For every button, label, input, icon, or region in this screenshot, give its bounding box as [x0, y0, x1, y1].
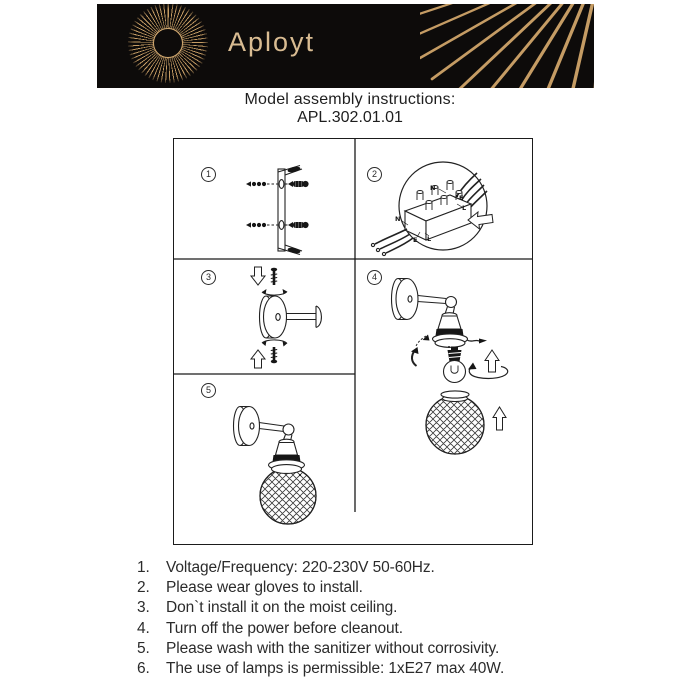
step-5-assembled-drawing [234, 407, 317, 525]
step-1-bracket-drawing [246, 166, 309, 255]
instruction-item [137, 659, 504, 679]
model-number: APL.302.01.01 [297, 109, 403, 126]
wire-label-out-l: L [427, 235, 432, 243]
step-2-badge: 2 [367, 167, 382, 182]
instruction-text: Voltage/Frequency: 220-230V 50-60Hz. [166, 559, 435, 576]
instruction-number: 3. [137, 599, 150, 617]
instruction-number: 5. [137, 639, 150, 657]
wire-label-in-e: E [459, 194, 464, 202]
instruction-item [137, 619, 504, 639]
step-2-wiring-drawing [371, 162, 493, 256]
step-1-badge: 1 [201, 167, 216, 182]
instruction-text: Please wear gloves to install. [166, 579, 363, 597]
brand-wordmark: Aployt [228, 27, 316, 57]
step-4-badge: 4 [367, 270, 382, 285]
instruction-item [137, 558, 504, 578]
step-5-badge: 5 [201, 383, 216, 398]
instruction-item [137, 578, 504, 598]
page-title: Model assembly instructions: [244, 91, 456, 108]
sunburst-core-icon [153, 28, 183, 58]
brand-banner [97, 4, 594, 88]
step-3-canopy-drawing [251, 267, 321, 368]
step-4-lamp-drawing [392, 279, 508, 455]
assembly-diagram-frame [173, 138, 533, 545]
wire-label-out-n: N [395, 215, 401, 223]
instruction-number: 4. [137, 619, 150, 637]
wire-label-out-e: E [413, 236, 418, 244]
instruction-number: 1. [137, 559, 150, 576]
instruction-number: 6. [137, 660, 150, 678]
instruction-text: The use of lamps is permissible: 1xE27 max 40W. [166, 660, 505, 678]
step-3-badge: 3 [201, 270, 216, 285]
assembly-diagram [174, 139, 532, 544]
instruction-item [137, 598, 504, 618]
instruction-item [137, 639, 504, 659]
instruction-number: 2. [137, 579, 150, 597]
wire-label-in-l: L [462, 204, 467, 212]
ray-fan-icon [420, 4, 594, 88]
title-block [0, 91, 700, 127]
instruction-text: Please wash with the sanitizer without corrosivity. [166, 639, 500, 657]
instruction-text: Don`t install it on the moist ceiling. [166, 599, 398, 617]
wire-label-in-n: N [430, 184, 436, 192]
instruction-text: Turn off the power before cleanout. [166, 619, 403, 637]
instructions-list [137, 558, 504, 679]
